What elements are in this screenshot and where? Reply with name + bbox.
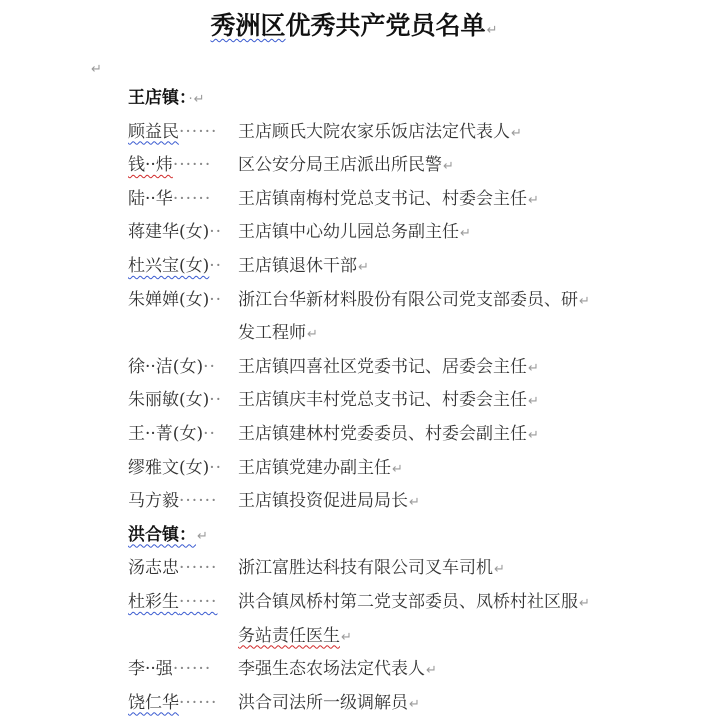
member-name [128,586,238,620]
empty-paragraph [90,58,102,77]
member-name [128,687,238,721]
member-name [128,250,238,284]
separator-dots: ·· [209,390,223,411]
paragraph-mark-icon: ↵ [409,495,420,511]
name-text: 顾益民 [128,121,179,142]
member-desc-continued: 务站责任医生 [238,625,340,646]
paragraph-mark-icon: ↵ [358,259,369,275]
member-list [128,82,648,720]
separator-dots: ······ [172,155,212,176]
section-heading-text: 王店镇： [128,88,188,108]
separator-dots: ·· [209,289,223,310]
name-text: 蒋建华(女) [128,222,210,243]
member-desc: 王店镇中心幼儿园总务副主任 [238,222,459,243]
list-item [128,418,648,452]
member-name [128,552,238,586]
separator-dots: ·· [209,255,223,276]
space-mark: · [188,92,193,107]
separator-dots: ······ [179,121,218,142]
member-desc: 王店镇退休干部 [238,255,357,276]
name-text: 朱丽敏(女) [128,390,210,411]
member-name [128,284,238,318]
name-text: 钱··炜 [128,155,173,176]
member-desc: 洪合司法所一级调解员 [238,692,408,713]
member-desc-continued: 发工程师 [238,323,306,344]
member-name [128,216,238,250]
paragraph-mark-icon: ↵ [91,62,102,77]
list-item [128,485,648,519]
separator-dots: ·· [209,222,223,243]
member-desc: 王店镇四喜社区党委书记、居委会主任 [238,356,527,377]
list-item [128,552,648,586]
paragraph-mark-icon: ↵ [460,226,471,242]
list-item [128,351,648,385]
paragraph-mark-icon: ↵ [426,663,437,679]
name-text: 缪雅文(女) [128,457,210,478]
member-name [128,384,238,418]
document-title [0,6,708,42]
name-text: 杜兴宝(女) [128,255,210,276]
paragraph-mark-icon: ↵ [494,562,505,578]
paragraph-mark-icon: ↵ [528,360,539,376]
list-item [128,586,648,620]
member-name [128,183,238,217]
name-text: 汤志忠 [128,558,179,579]
name-text: 陆··华 [128,188,173,209]
separator-dots: ······ [179,591,218,612]
separator-dots: ·· [209,457,223,478]
paragraph-mark-icon: ↵ [486,23,498,38]
paragraph-mark-icon: ↵ [443,159,454,175]
paragraph-mark-icon: ↵ [307,327,318,343]
member-desc: 王店镇建林村党委委员、村委会副主任 [238,423,527,444]
member-name [128,653,238,687]
list-item [128,116,648,150]
member-name [128,485,238,519]
separator-dots: ······ [172,659,212,680]
member-desc: 浙江富胜达科技有限公司叉车司机 [238,558,493,579]
paragraph-mark-icon: ↵ [341,629,352,645]
paragraph-mark-icon: ↵ [409,696,420,712]
name-text: 马方毅 [128,491,179,512]
list-item [128,216,648,250]
member-desc: 王店顾氏大院农家乐饭店法定代表人 [238,121,510,142]
member-name [128,418,238,452]
paragraph-mark-icon: ↵ [392,461,403,477]
list-item [128,687,648,721]
member-desc: 李强生态农场法定代表人 [238,659,425,680]
separator-dots: ······ [179,692,218,713]
paragraph-mark-icon: ↵ [528,427,539,443]
member-desc: 王店镇南梅村党总支书记、村委会主任 [238,188,527,209]
list-item [128,653,648,687]
list-item [128,452,648,486]
paragraph-mark-icon: ↵ [579,595,590,611]
name-text: 李··强 [128,659,173,680]
title-underlined-part: 秀洲区 [210,11,286,40]
member-desc: 王店镇党建办副主任 [238,457,391,478]
section-heading-honghe [128,519,648,553]
member-desc: 王店镇投资促进局局长 [238,491,408,512]
name-text: 王··菁(女) [128,423,204,444]
member-name [128,149,238,183]
section-heading-text: 洪合镇： [128,524,196,545]
member-desc: 区公安分局王店派出所民警 [238,155,442,176]
list-item [128,384,648,418]
list-item [128,183,648,217]
separator-dots: ······ [172,188,212,209]
section-heading-wangdian [128,82,648,116]
name-text: 饶仁华 [128,692,179,713]
list-item [128,284,648,318]
separator-dots: ······ [179,558,218,579]
member-name [128,116,238,150]
paragraph-mark-icon: ↵ [528,394,539,410]
list-item-continuation [128,317,648,351]
paragraph-mark-icon: ↵ [197,528,208,544]
paragraph-mark-icon: ↵ [511,125,522,141]
member-desc: 浙江台华新材料股份有限公司党支部委员、研 [238,289,578,310]
name-text: 杜彩生 [128,591,179,612]
separator-dots: ·· [203,356,216,377]
member-desc: 王店镇庆丰村党总支书记、村委会主任 [238,390,527,411]
list-item [128,149,648,183]
title-rest: 优秀共产党员名单 [285,11,486,40]
paragraph-mark-icon: ↵ [193,92,205,107]
member-name [128,351,238,385]
list-item [128,250,648,284]
member-name [128,452,238,486]
separator-dots: ·· [203,423,216,444]
name-text: 徐··洁(女) [128,356,204,377]
list-item-continuation [128,620,648,654]
paragraph-mark-icon: ↵ [579,293,590,309]
member-desc: 洪合镇凤桥村第二党支部委员、凤桥村社区服 [238,591,578,612]
separator-dots: ······ [179,491,218,512]
paragraph-mark-icon: ↵ [528,192,539,208]
name-text: 朱婵婵(女) [128,289,210,310]
